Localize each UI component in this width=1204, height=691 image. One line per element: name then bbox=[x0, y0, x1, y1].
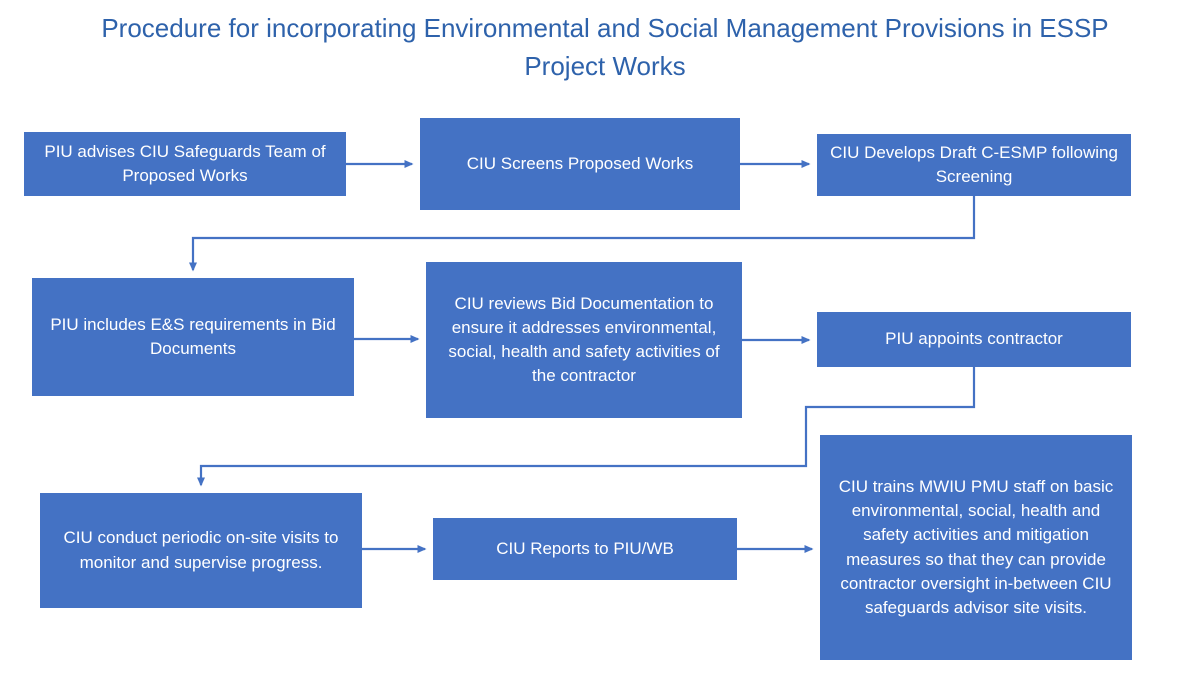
node-label: CIU conduct periodic on-site visits to monitor and supervise progress. bbox=[63, 528, 339, 572]
node-label: PIU includes E&S requirements in Bid Documents bbox=[50, 314, 336, 358]
node-label: PIU appoints contractor bbox=[885, 329, 1063, 349]
node-ciu-periodic-site-visits[interactable] bbox=[40, 493, 362, 608]
node-label: CIU Screens Proposed Works bbox=[466, 153, 694, 173]
node-label: PIU advises CIU Safeguards Team of Proposed Works bbox=[44, 141, 326, 185]
node-piu-appoints-contractor[interactable] bbox=[817, 312, 1131, 367]
page-title: Procedure for incorporating Environmental and Social Management Provisions in ESSP Project Works bbox=[101, 13, 1109, 81]
node-label: CIU Develops Draft C-ESMP following Screening bbox=[830, 142, 1118, 186]
node-ciu-reports-piu-wb[interactable] bbox=[433, 518, 737, 580]
node-ciu-reviews-bid-documentation[interactable] bbox=[426, 262, 742, 418]
node-label: CIU Reports to PIU/WB bbox=[496, 538, 674, 558]
node-ciu-screens-works[interactable] bbox=[420, 118, 740, 210]
node-label: CIU reviews Bid Documentation to ensure it addresses environmental, social, health and safety activities of the contractor bbox=[448, 293, 720, 386]
node-piu-advises-ciu[interactable] bbox=[24, 132, 346, 196]
node-ciu-develops-cesmp[interactable] bbox=[817, 134, 1131, 196]
node-ciu-trains-mwiu-pmu-staff[interactable] bbox=[820, 435, 1132, 660]
node-piu-includes-es-requirements[interactable] bbox=[32, 278, 354, 396]
node-label: CIU trains MWIU PMU staff on basic environmental, social, health and safety activities and mitigation measures so that they can provide contractor oversight in-between CIU safeguards advisor site visits. bbox=[838, 477, 1114, 617]
